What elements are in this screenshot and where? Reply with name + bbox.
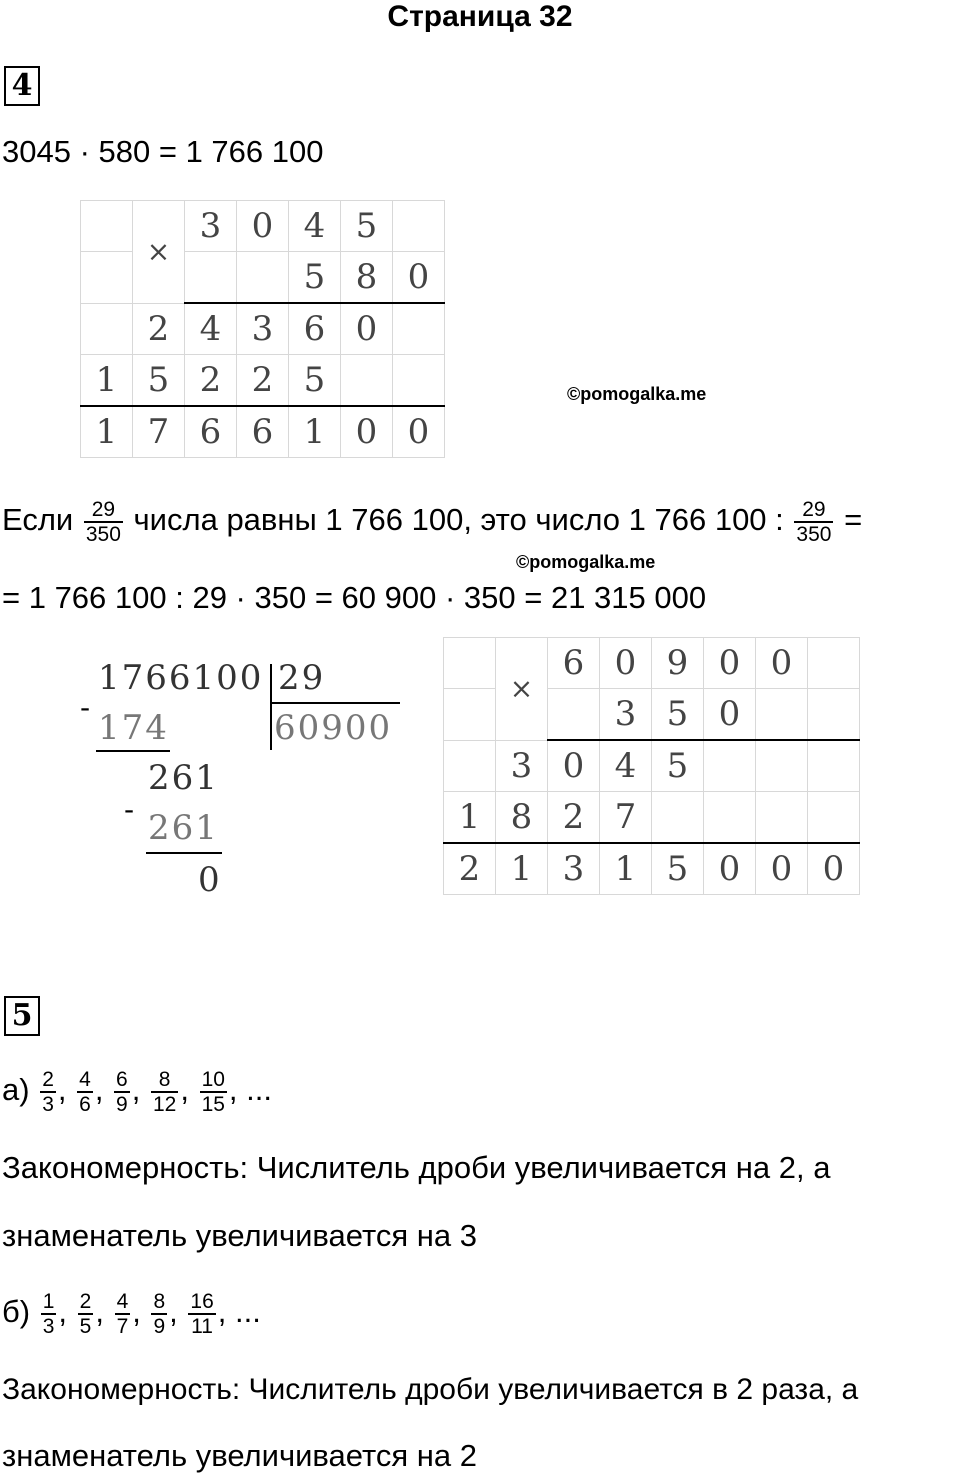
dividend: 1766100	[98, 658, 264, 698]
grid-cell: 0	[704, 638, 756, 689]
watermark: ©pomogalka.me	[567, 384, 707, 404]
quotient: 60900	[274, 708, 393, 748]
grid-cell: 6	[289, 303, 341, 355]
grid-cell: 5	[289, 355, 341, 407]
minus-sign: -	[80, 691, 91, 724]
remainder-1: 261	[148, 758, 219, 798]
fraction: $\frac{1}{3}$	[42, 1290, 55, 1338]
fraction-29-350: $\frac{29}{350}$	[85, 498, 121, 546]
grid-cell	[808, 638, 860, 689]
rule-b-line-2: знаменатель увеличивается на 2	[2, 1438, 477, 1473]
divisor: 29	[278, 658, 326, 698]
grid-cell	[81, 252, 133, 304]
grid-cell: 5	[133, 355, 185, 407]
grid-cell: 0	[548, 740, 600, 792]
grid-cell: 2	[133, 303, 185, 355]
sentence-prefix: Если	[2, 502, 74, 538]
grid-cell: 1	[81, 406, 133, 458]
grid-cell	[444, 638, 496, 689]
grid-cell: 6	[237, 406, 289, 458]
grid-cell: 4	[185, 303, 237, 355]
grid-cell: 1	[496, 843, 548, 895]
grid-cell: 0	[808, 843, 860, 895]
grid-cell: 0	[704, 843, 756, 895]
grid-cell: 0	[341, 303, 393, 355]
grid-cell: 4	[289, 201, 341, 252]
grid-cell: 7	[133, 406, 185, 458]
grid-cell: 0	[756, 843, 808, 895]
grid-cell	[444, 740, 496, 792]
page-title: Страница 32	[387, 0, 573, 33]
grid-cell	[393, 355, 445, 407]
fraction: $\frac{2}{3}$	[42, 1068, 54, 1116]
grid-cell: 3	[237, 303, 289, 355]
grid-cell	[81, 303, 133, 355]
fraction: $\frac{8}{12}$	[152, 1068, 177, 1116]
grid-cell: 3	[496, 740, 548, 792]
sequence-a: а) $\frac{2}{3}$ , $\frac{4}{6}$ , $\frac{6}{9}$ , $\frac{8}{12}$ , $\frac{10}{15}$ , ...	[2, 1068, 272, 1116]
grid-cell: 1	[444, 792, 496, 844]
grid-cell: 0	[600, 638, 652, 689]
grid-cell	[808, 689, 860, 741]
multiplication-grid-1	[80, 200, 445, 458]
task-number-5: 5	[4, 996, 40, 1036]
grid-cell: 5	[652, 843, 704, 895]
multiply-sign: ×	[133, 201, 185, 304]
subtrahend-1: 174	[98, 708, 169, 748]
grid-cell: 8	[341, 252, 393, 304]
rule-a-line-1: Закономерность: Числитель дроби увеличивается на 2, а	[2, 1150, 831, 1185]
grid-cell	[393, 201, 445, 252]
rule-b-line-1: Закономерность: Числитель дроби увеличивается в 2 раза, а	[2, 1373, 859, 1406]
grid-cell: 2	[548, 792, 600, 844]
grid-cell	[756, 689, 808, 741]
task4-equation: 3045 · 580 = 1 766 100	[2, 134, 324, 169]
task4-calculation: = 1 766 100 : 29 · 350 = 60 900 · 350 = 21 315 000	[2, 580, 707, 615]
fraction: $\frac{6}{9}$	[116, 1068, 128, 1116]
grid-cell: 0	[393, 406, 445, 458]
grid-cell	[237, 252, 289, 304]
sequence-b-label: б)	[2, 1294, 31, 1330]
grid-cell	[393, 303, 445, 355]
grid-cell: 9	[652, 638, 704, 689]
grid-cell: 5	[289, 252, 341, 304]
grid-cell	[808, 792, 860, 844]
grid-cell	[341, 355, 393, 407]
grid-cell: 0	[237, 201, 289, 252]
grid-cell	[652, 792, 704, 844]
fraction: $\frac{4}{6}$	[79, 1068, 91, 1116]
ellipsis: , ...	[217, 1294, 261, 1330]
sequence-a-label: а)	[2, 1072, 30, 1108]
grid-cell: 2	[185, 355, 237, 407]
grid-cell: 2	[444, 843, 496, 895]
grid-cell	[756, 740, 808, 792]
subtrahend-2: 261	[148, 808, 219, 848]
minus-sign: -	[124, 793, 135, 826]
task4-sentence	[2, 498, 862, 546]
grid-cell: 5	[652, 689, 704, 741]
grid-cell: 3	[185, 201, 237, 252]
division-result: 0	[198, 860, 222, 900]
task-number-4: 4	[4, 66, 40, 106]
grid-cell	[808, 740, 860, 792]
multiply-sign: ×	[496, 638, 548, 741]
fraction: $\frac{4}{7}$	[116, 1290, 129, 1338]
grid-cell: 3	[548, 843, 600, 895]
grid-cell: 7	[600, 792, 652, 844]
multiplication-grid-2	[443, 637, 860, 895]
grid-cell: 0	[704, 689, 756, 741]
grid-cell: 8	[496, 792, 548, 844]
grid-cell: 1	[289, 406, 341, 458]
ellipsis: , ...	[228, 1072, 272, 1108]
sequence-b: б) $\frac{1}{3}$ , $\frac{2}{5}$ , $\frac{4}{7}$ , $\frac{8}{9}$ , $\frac{16}{11}$ , ...	[2, 1290, 261, 1338]
grid-cell: 5	[652, 740, 704, 792]
grid-cell: 3	[600, 689, 652, 741]
sentence-middle: числа равны 1 766 100, это число 1 766 100 :	[133, 502, 784, 538]
grid-cell: 0	[393, 252, 445, 304]
sentence-end: =	[844, 502, 863, 538]
grid-cell: 1	[81, 355, 133, 407]
grid-cell: 2	[237, 355, 289, 407]
grid-cell: 0	[341, 406, 393, 458]
grid-cell: 1	[600, 843, 652, 895]
grid-cell	[444, 689, 496, 741]
grid-cell	[756, 792, 808, 844]
long-division	[78, 650, 408, 900]
rule-a-line-2: знаменатель увеличивается на 3	[2, 1218, 477, 1253]
grid-cell: 4	[600, 740, 652, 792]
fraction: $\frac{8}{9}$	[153, 1290, 166, 1338]
fraction: $\frac{10}{15}$	[201, 1068, 225, 1116]
grid-cell	[81, 201, 133, 252]
grid-cell	[185, 252, 237, 304]
watermark: ©pomogalka.me	[516, 552, 656, 572]
fraction: $\frac{16}{11}$	[190, 1290, 214, 1338]
fraction-29-350: $\frac{29}{350}$	[796, 498, 832, 546]
grid-cell: 6	[548, 638, 600, 689]
grid-cell	[548, 689, 600, 741]
grid-cell: 5	[341, 201, 393, 252]
grid-cell: 0	[756, 638, 808, 689]
fraction: $\frac{2}{5}$	[79, 1290, 92, 1338]
grid-cell	[704, 740, 756, 792]
grid-cell	[704, 792, 756, 844]
grid-cell: 6	[185, 406, 237, 458]
